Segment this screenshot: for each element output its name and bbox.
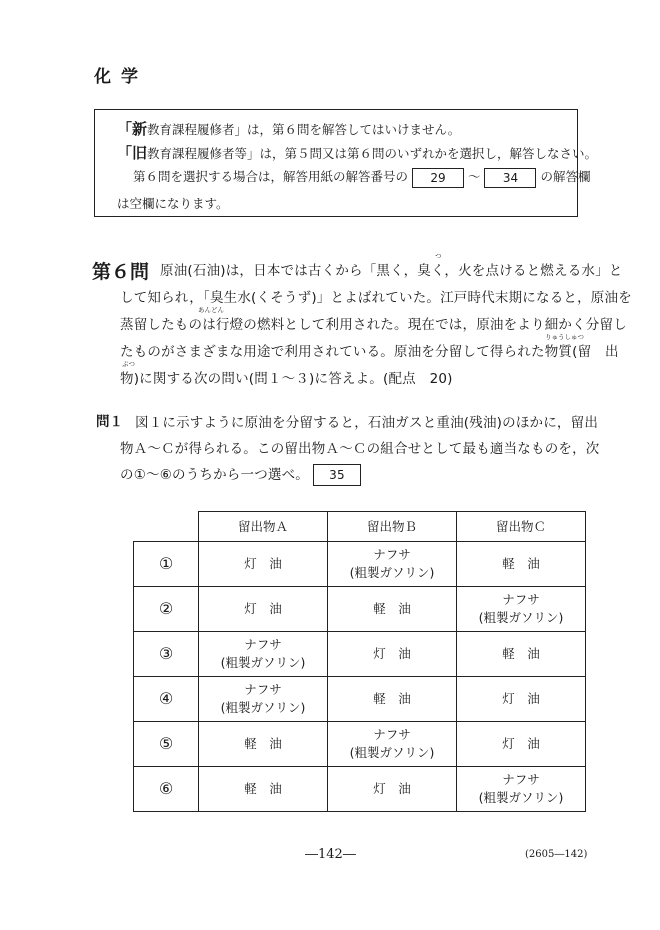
table-row <box>134 677 586 722</box>
cell-b: ナフサ (粗製ガソリン) <box>328 542 457 587</box>
header-c: 留出物Ｃ <box>457 512 586 542</box>
table-row <box>134 632 586 677</box>
notice-box <box>94 109 598 217</box>
cell-b: 灯 油 <box>328 632 457 677</box>
table-corner <box>134 512 199 542</box>
page-number: ―142― <box>305 847 356 862</box>
choice-number: ① <box>134 542 199 587</box>
choice-number: ② <box>134 587 199 632</box>
cell-c: ナフサ (粗製ガソリン) <box>457 767 586 812</box>
q6-line-2: して知られ，「臭生水(くそうず)」とよばれていた。江戸時代末期になると，原油を <box>120 290 632 306</box>
table-header-row <box>134 512 586 542</box>
q6-line-4: たものがさまざまな用途で利用されている。原油を分留して得られた物質(留 出 <box>120 344 619 360</box>
cell-a: ナフサ (粗製ガソリン) <box>199 677 328 722</box>
cell-a: ナフサ (粗製ガソリン) <box>199 632 328 677</box>
table-row <box>134 587 586 632</box>
q1-line-3: の①～⑥のうちから一つ選べ。 35 <box>120 463 361 486</box>
q6-line-5: 物)に関する次の問い(問１～３)に答えよ。(配点 20) <box>120 371 453 387</box>
choice-number: ③ <box>134 632 199 677</box>
header-b: 留出物Ｂ <box>328 512 457 542</box>
ruby-tsu: つ <box>435 252 442 260</box>
cell-a: 灯 油 <box>199 587 328 632</box>
notice-line-2: 「旧教育課程履修者等」は，第５問又は第６問のいずれかを選択し，解答しなさい。 <box>117 144 598 162</box>
choice-number: ⑤ <box>134 722 199 767</box>
q1-label: 問１ <box>96 414 123 430</box>
cell-c: ナフサ (粗製ガソリン) <box>457 587 586 632</box>
choices-table <box>133 511 586 812</box>
ruby-andon: あんどん <box>198 306 224 314</box>
answer-number-box-end: 34 <box>484 168 536 188</box>
notice-line-3: 第６問を選択する場合は，解答用紙の解答番号の 29 ～ 34 の解答欄 <box>133 167 590 188</box>
q6-line-3: 蒸留したものは行燈の燃料として利用された。現在では，原油をより細かく分留し <box>120 317 627 333</box>
choice-number: ⑥ <box>134 767 199 812</box>
header-a: 留出物Ａ <box>199 512 328 542</box>
question6-heading: 第６問 <box>92 261 150 283</box>
answer-box-35: 35 <box>313 464 361 486</box>
cell-c: 灯 油 <box>457 722 586 767</box>
q1-line-2: 物Ａ～Ｃが得られる。この留出物Ａ～Ｃの組合せとして最も適当なものを，次 <box>120 441 600 457</box>
page-code: (2605―142) <box>525 849 588 860</box>
cell-a: 軽 油 <box>199 767 328 812</box>
answer-number-box-start: 29 <box>412 168 464 188</box>
subject-title: 化学 <box>94 67 148 87</box>
table-row <box>134 542 586 587</box>
cell-b: 軽 油 <box>328 587 457 632</box>
ruby-ryuushutsu: りゅうしゅつ <box>545 333 584 341</box>
cell-a: 軽 油 <box>199 722 328 767</box>
choice-number: ④ <box>134 677 199 722</box>
cell-c: 軽 油 <box>457 632 586 677</box>
table-row <box>134 722 586 767</box>
q1-line-1: 図１に示すように原油を分留すると，石油ガスと重油(残油)のほかに，留出 <box>135 415 599 431</box>
q6-line-1: 原油(石油)は，日本では古くから「黒く，臭く，火を点けると燃える水」と <box>160 263 623 279</box>
cell-a: 灯 油 <box>199 542 328 587</box>
table-row <box>134 767 586 812</box>
cell-b: ナフサ (粗製ガソリン) <box>328 722 457 767</box>
notice-line-1: 「新教育課程履修者」は，第６問を解答してはいけません。 <box>117 120 461 138</box>
cell-b: 軽 油 <box>328 677 457 722</box>
ruby-butsu: ぶつ <box>122 360 135 368</box>
cell-b: 灯 油 <box>328 767 457 812</box>
notice-line-4: は空欄になります。 <box>117 196 229 211</box>
cell-c: 灯 油 <box>457 677 586 722</box>
cell-c: 軽 油 <box>457 542 586 587</box>
